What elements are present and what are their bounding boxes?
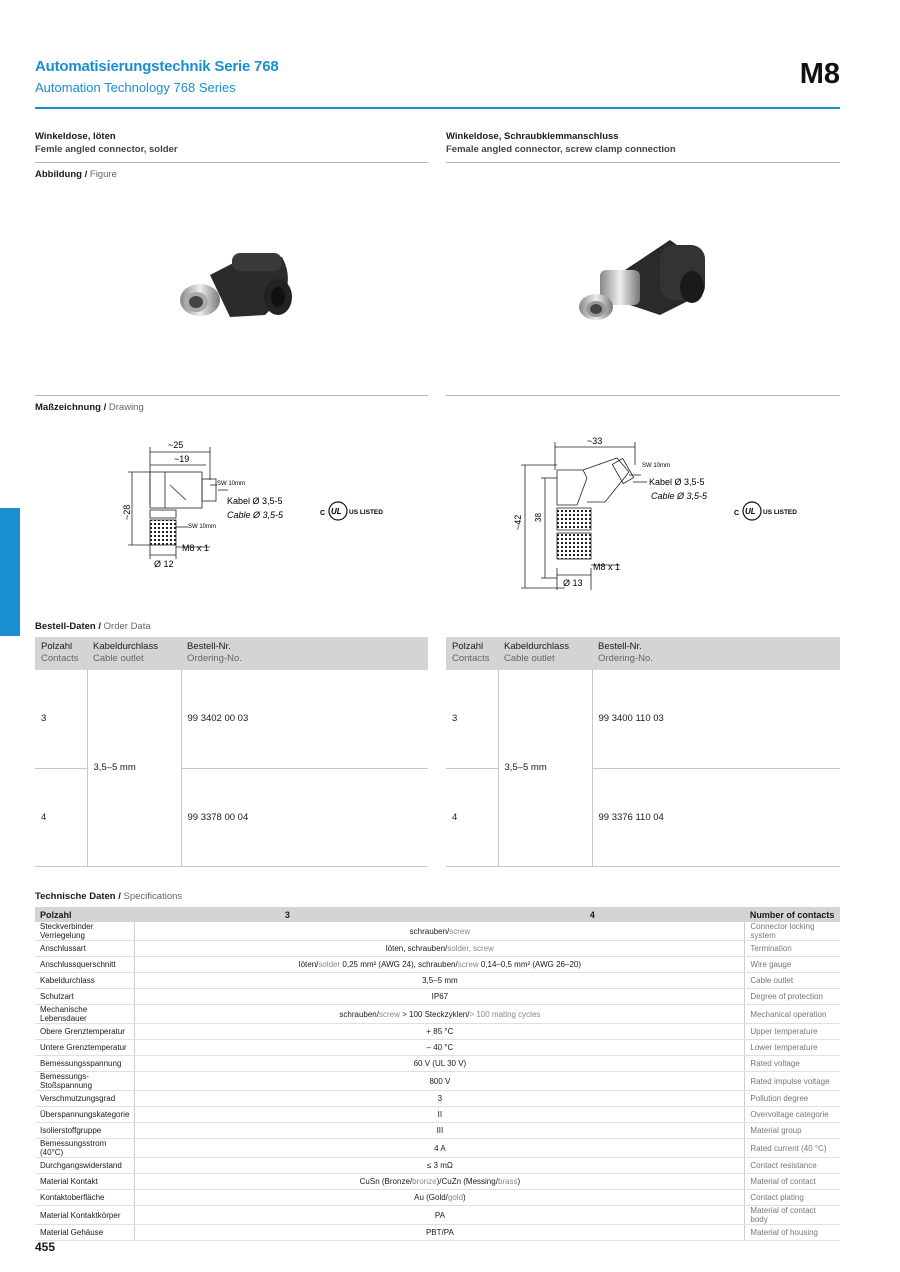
cable-en-text: Cable Ø 3,5-5	[227, 510, 284, 520]
spec-header-name: Polzahl	[35, 907, 135, 922]
spec-value: II	[135, 1107, 745, 1123]
spec-name-de: Überspannungskategorie	[35, 1107, 135, 1123]
sw-bottom-text: SW 10mm	[188, 524, 217, 530]
col-outlet: Kabeldurchlass Cable outlet	[498, 637, 592, 670]
spec-value: 4 A	[135, 1139, 745, 1158]
dim-38-text: 38	[534, 513, 543, 522]
spec-name-de: Obere Grenztemperatur	[35, 1024, 135, 1040]
svg-text:UL: UL	[745, 507, 756, 516]
contacts-cell: 4	[35, 768, 87, 866]
contacts-cell: 4	[446, 768, 498, 866]
spec-name-de: Bemessungsspannung	[35, 1056, 135, 1072]
spec-name-en: Contact plating	[745, 1190, 840, 1206]
spec-name-en: Rated impulse voltage	[745, 1072, 840, 1091]
col-order-no: Bestell-Nr. Ordering-No.	[592, 637, 840, 670]
table-row	[35, 1040, 840, 1056]
svg-text:C: C	[320, 510, 326, 517]
outlet-cell: 3,5–5 mm	[498, 670, 592, 866]
dim-height-text-right: ~42	[513, 514, 523, 530]
spec-name-en: Material group	[745, 1123, 840, 1139]
spec-value: – 40 °C	[135, 1040, 745, 1056]
left-product-title-en: Femle angled connector, solder	[35, 144, 178, 155]
header-title-en: Automation Technology 768 Series	[35, 80, 236, 95]
spec-name-en: Mechanical operation	[745, 1005, 840, 1024]
spec-label: Technische Daten / Specifications	[35, 891, 183, 902]
figure-rule-left	[35, 395, 428, 396]
left-title-rule	[35, 162, 428, 163]
right-connector-photo	[570, 225, 720, 335]
spec-value: IP67	[135, 989, 745, 1005]
header-title-de: Automatisierungstechnik Serie 768	[35, 58, 279, 75]
spec-header-name-en: Number of contacts	[745, 907, 840, 922]
right-title-rule	[446, 162, 840, 163]
spec-name-de: Kontaktoberfläche	[35, 1190, 135, 1206]
table-row	[35, 670, 428, 768]
side-tab-marker	[0, 508, 20, 636]
contacts-cell: 3	[446, 670, 498, 768]
spec-value: PBT/PA	[135, 1225, 745, 1241]
spec-name-en: Degree of protection	[745, 989, 840, 1005]
spec-name-en: Connector locking system	[745, 922, 840, 941]
spec-value: CuSn (Bronze/bronze)/CuZn (Messing/brass)	[135, 1174, 745, 1190]
order-number-cell: 99 3402 00 03	[181, 670, 428, 768]
spec-name-de: Verschmutzungsgrad	[35, 1091, 135, 1107]
contacts-cell: 3	[35, 670, 87, 768]
table-row	[35, 1139, 840, 1158]
col-order-no: Bestell-Nr. Ordering-No.	[181, 637, 428, 670]
table-row	[35, 1005, 840, 1024]
spec-header-col4: 4	[440, 907, 745, 922]
ul-listed-mark-right	[732, 500, 802, 522]
spec-name-de: Bemessungsstrom (40°C)	[35, 1139, 135, 1158]
spec-value: 800 V	[135, 1072, 745, 1091]
spec-value: Au (Gold/gold)	[135, 1190, 745, 1206]
page-number: 455	[35, 1240, 56, 1254]
sw-top-text: SW 10mm	[217, 481, 246, 487]
dim-width-text-right: ~33	[587, 436, 603, 446]
spec-value: + 85 °C	[135, 1024, 745, 1040]
cable-de-text-right: Kabel Ø 3,5-5	[649, 477, 705, 487]
spec-name-en: Lower temperature	[745, 1040, 840, 1056]
spec-header-col3: 3	[135, 907, 440, 922]
sw-text-right: SW 10mm	[642, 463, 671, 469]
spec-name-en: Upper temperature	[745, 1024, 840, 1040]
diameter-text-right: Ø 13	[563, 578, 583, 588]
table-row	[35, 1024, 840, 1040]
spec-name-de: Durchgangswiderstand	[35, 1158, 135, 1174]
table-row	[35, 989, 840, 1005]
svg-text:US LISTED: US LISTED	[349, 509, 383, 516]
spec-name-en: Rated current (40 °C)	[745, 1139, 840, 1158]
col-contacts: Polzahl Contacts	[35, 637, 87, 670]
thread-text-right: M8 x 1	[593, 562, 621, 572]
table-row	[35, 1107, 840, 1123]
order-number-cell: 99 3376 110 04	[592, 768, 840, 866]
spec-name-de: Kabeldurchlass	[35, 973, 135, 989]
left-product-title-de: Winkeldose, löten	[35, 131, 116, 142]
left-connector-photo	[170, 245, 300, 330]
dim-width-text: ~25	[168, 440, 184, 450]
table-row	[35, 973, 840, 989]
drawing-label: Maßzeichnung / Drawing	[35, 402, 144, 413]
table-row	[35, 1225, 840, 1241]
order-table-right	[446, 637, 840, 867]
order-number-cell: 99 3400 110 03	[592, 670, 840, 768]
right-product-title-de: Winkeldose, Schraubklemmanschluss	[446, 131, 619, 142]
svg-text:UL: UL	[331, 507, 342, 516]
cable-en-text-right: Cable Ø 3,5-5	[651, 491, 708, 501]
spec-value: III	[135, 1123, 745, 1139]
spec-value: ≤ 3 mΩ	[135, 1158, 745, 1174]
spec-name-de: Material Kontaktkörper	[35, 1206, 135, 1225]
table-row	[35, 957, 840, 973]
spec-value: schrauben/screw	[135, 922, 745, 941]
spec-name-en: Cable outlet	[745, 973, 840, 989]
left-dimension-drawing	[110, 435, 310, 575]
spec-name-de: Mechanische Lebensdauer	[35, 1005, 135, 1024]
spec-name-de: Bemessungs-Stoßspannung	[35, 1072, 135, 1091]
thread-text: M8 x 1	[182, 543, 210, 553]
order-data-label: Bestell-Daten / Order Data	[35, 621, 151, 632]
spec-value: PA	[135, 1206, 745, 1225]
spec-name-de: Anschlussquerschnitt	[35, 957, 135, 973]
header-divider	[35, 107, 840, 109]
series-badge: M8	[799, 58, 840, 90]
right-dimension-drawing	[505, 430, 725, 595]
spec-name-de: Untere Grenztemperatur	[35, 1040, 135, 1056]
svg-text:US LISTED: US LISTED	[763, 509, 797, 516]
figure-label: Abbildung / Figure	[35, 169, 117, 180]
spec-table	[35, 907, 840, 1241]
dim-inner-text: ~19	[174, 454, 190, 464]
spec-name-en: Termination	[745, 941, 840, 957]
spec-value: löten/solder 0,25 mm² (AWG 24), schrauben/screw 0,14–0,5 mm² (AWG 26–20)	[135, 957, 745, 973]
table-row	[35, 941, 840, 957]
table-row	[35, 1072, 840, 1091]
outlet-cell: 3,5–5 mm	[87, 670, 181, 866]
table-row	[35, 1056, 840, 1072]
spec-name-de: Schutzart	[35, 989, 135, 1005]
spec-value: löten, schrauben/solder, screw	[135, 941, 745, 957]
spec-name-de: Anschlussart	[35, 941, 135, 957]
table-row	[35, 1091, 840, 1107]
col-outlet: Kabeldurchlass Cable outlet	[87, 637, 181, 670]
order-table-left	[35, 637, 428, 867]
spec-name-en: Material of housing	[745, 1225, 840, 1241]
diameter-text: Ø 12	[154, 559, 174, 569]
spec-name-de: Isolierstoffgruppe	[35, 1123, 135, 1139]
table-row	[446, 670, 840, 768]
order-number-cell: 99 3378 00 04	[181, 768, 428, 866]
cable-de-text: Kabel Ø 3,5-5	[227, 496, 283, 506]
col-contacts: Polzahl Contacts	[446, 637, 498, 670]
dim-height-text: ~28	[122, 504, 132, 520]
table-row	[35, 1190, 840, 1206]
table-row	[35, 1174, 840, 1190]
table-row	[35, 1123, 840, 1139]
spec-name-en: Material of contact body	[745, 1206, 840, 1225]
spec-name-en: Rated voltage	[745, 1056, 840, 1072]
table-row	[35, 1158, 840, 1174]
table-row	[35, 1206, 840, 1225]
figure-rule-right	[446, 395, 840, 396]
table-row	[35, 922, 840, 941]
spec-name-en: Overvoltage categorie	[745, 1107, 840, 1123]
spec-value: 3	[135, 1091, 745, 1107]
spec-name-de: Material Kontakt	[35, 1174, 135, 1190]
svg-text:C: C	[734, 510, 740, 517]
spec-name-en: Contact resistance	[745, 1158, 840, 1174]
right-product-title-en: Female angled connector, screw clamp connection	[446, 144, 676, 155]
spec-value: 3,5–5 mm	[135, 973, 745, 989]
spec-name-de: Material Gehäuse	[35, 1225, 135, 1241]
spec-name-en: Material of contact	[745, 1174, 840, 1190]
spec-name-en: Wire gauge	[745, 957, 840, 973]
spec-name-de: Steckverbinder Verriegelung	[35, 922, 135, 941]
spec-value: schrauben/screw > 100 Steckzyklen/> 100 mating cycles	[135, 1005, 745, 1024]
spec-name-en: Pollution degree	[745, 1091, 840, 1107]
ul-listed-mark-left	[318, 500, 388, 522]
spec-value: 60 V (UL 30 V)	[135, 1056, 745, 1072]
